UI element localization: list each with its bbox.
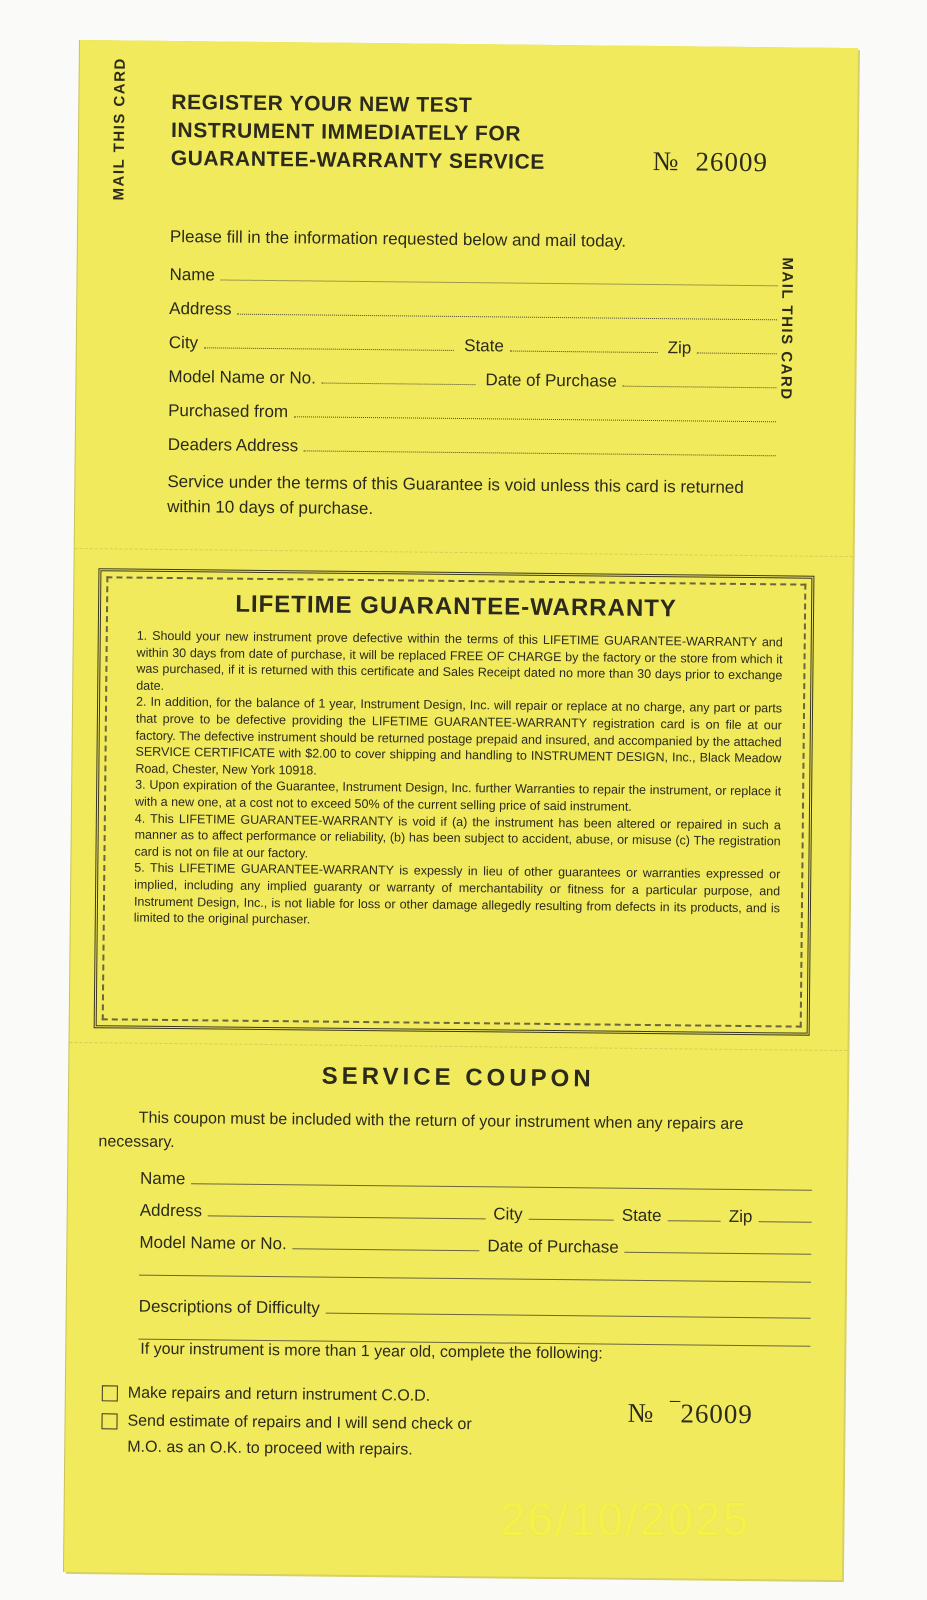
state-label: State [464,336,504,356]
coupon-address-line[interactable] [208,1214,485,1219]
estimate-checkbox[interactable] [101,1413,117,1429]
serial-value: ‾26009 [670,1398,754,1430]
name-field[interactable] [169,259,777,291]
dealers-address-label: Deaders Address [167,434,299,456]
serial-number-top [653,146,769,178]
coupon-model-label: Model Name or No. [139,1232,287,1254]
serial-prefix: № [652,146,680,177]
cod-option-label: Make repairs and return instrument C.O.D. [127,1384,431,1405]
zip-line[interactable] [697,351,777,354]
estimate-option-label: Send estimate of repairs and I will send check or M.O. as an O.K. to proceed with repairs. [127,1412,472,1459]
state-line[interactable] [510,350,658,354]
warranty-card [64,40,858,1580]
coupon-city-label: City [493,1204,523,1224]
coupon-zip-label: Zip [728,1206,753,1227]
purchased-from-label: Purchased from [168,400,289,422]
mail-this-card-label-right: MAIL THIS CARD [777,257,796,401]
coupon-address-label: Address [139,1200,203,1221]
coupon-date-line[interactable] [625,1251,812,1255]
coupon-name-field[interactable] [140,1163,812,1196]
coupon-zip-line[interactable] [758,1220,811,1223]
return-notice: Service under the terms of this Guarantee is void unless this card is returned within 10 days of purchase. [167,471,744,519]
difficulty-label: Descriptions of Difficulty [138,1296,320,1318]
date-of-purchase-label: Date of Purchase [485,370,617,391]
fold-line [75,548,853,559]
cod-checkbox[interactable] [102,1385,118,1401]
model-line[interactable] [322,382,476,386]
fold-line [69,1042,847,1053]
address-label: Address [169,298,232,319]
dealers-address-field[interactable] [168,429,776,461]
service-coupon-intro: This coupon must be included with the return of your instrument when any repairs are necessary. [98,1109,744,1152]
purchased-from-field[interactable] [168,395,776,427]
warranty-box [94,568,815,1035]
mail-this-card-label-left: MAIL THIS CARD [110,57,129,201]
coupon-state-label: State [621,1205,662,1226]
serial-value: 26009 [695,146,769,178]
warranty-clauses [134,628,783,933]
purchased-from-line[interactable] [294,415,776,422]
coupon-date-label: Date of Purchase [487,1236,619,1257]
city-state-zip-row [169,327,777,359]
model-label: Model Name or No. [168,366,316,388]
date-stamp: 26/10/2025 [500,1493,751,1545]
warranty-clause: 4. This LIFETIME GUARANTEE-WARRANTY is void if (a) the instrument has been altered or repaired in such a manner as to affect performance or reliability, (b) has been subject to accident, abuse, or misuse (c) The registration card is not on file at our factory. [134,811,781,861]
coupon-name-label: Name [139,1168,186,1189]
zip-label: Zip [667,338,692,358]
warranty-title: LIFETIME GUARANTEE-WARRANTY [235,590,678,623]
city-label: City [168,332,199,353]
address-field[interactable] [169,293,777,325]
coupon-extra-line[interactable] [139,1274,811,1283]
coupon-model-line[interactable] [293,1247,480,1251]
coupon-name-line[interactable] [191,1182,812,1190]
warranty-clause: 1. Should your new instrument prove defective within the terms of this LIFETIME GUARANTEE-WARRANTY and within 30 days from date of purchase, it will be replaced FREE OF CHARGE by the factory or the store from which it was purchased, if it is returned with this certificate and Sales Receipt dated no more than 30 days prior to exchange date. [136,628,783,693]
dealers-address-line[interactable] [304,449,776,456]
date-of-purchase-line[interactable] [623,385,777,389]
service-coupon-title: SERVICE COUPON [321,1062,595,1093]
registration-heading: REGISTER YOUR NEW TEST INSTRUMENT IMMEDIATELY FOR GUARANTEE-WARRANTY SERVICE [170,90,546,174]
registration-intro: Please fill in the information requested below and mail today. [169,226,627,251]
option-cod[interactable] [102,1380,518,1410]
serial-prefix: № [627,1397,655,1429]
warranty-clause: 3. Upon expiration of the Guarantee, Instrument Design, Inc. further Warranties to repair the instrument, or replace it with a new one, at a cost not to exceed 50% of the current selling price of said instrument. [134,777,782,814]
coupon-blank-line-1[interactable] [139,1255,811,1288]
name-label: Name [169,264,216,285]
warranty-clause: 5. This LIFETIME GUARANTEE-WARRANTY is expessly in lieu of other guarantees or warranties expressed or implied, including any implied guaranty or warranty of merchantability or fitness for a particular purpose, and Instrument Design, Inc., is not liable for loss or other damage allegedly resulting from defects in its products, and is limited to the original purchaser. [133,860,781,927]
difficulty-line[interactable] [326,1312,811,1319]
coupon-address-row [140,1195,812,1228]
serial-number-coupon [627,1398,753,1430]
warranty-clause: 2. In addition, for the balance of 1 year, Instrument Design, Inc. will repair or replace at no charge, any part or parts that prove to be defective providing the LIFETIME GUARANTEE-WARRANTY registration card is on file at our factory. The defective instrument should be returned postage prepaid and insured, and accompanied by the attached SERVICE CERTIFICATE with $2.00 to cover shipping and handling to INSTRUMENT DESIGN, Inc., Black Meadow Road, Chester, New York 10918. [135,694,783,778]
coupon-state-line[interactable] [667,1219,720,1222]
name-line[interactable] [221,278,778,286]
followup-instruction: If your instrument is more than 1 year old, complete the following: [140,1340,603,1363]
coupon-city-line[interactable] [528,1218,613,1221]
address-line[interactable] [238,313,778,321]
option-estimate[interactable] [101,1408,508,1464]
city-line[interactable] [204,346,454,351]
model-date-row [168,361,776,393]
